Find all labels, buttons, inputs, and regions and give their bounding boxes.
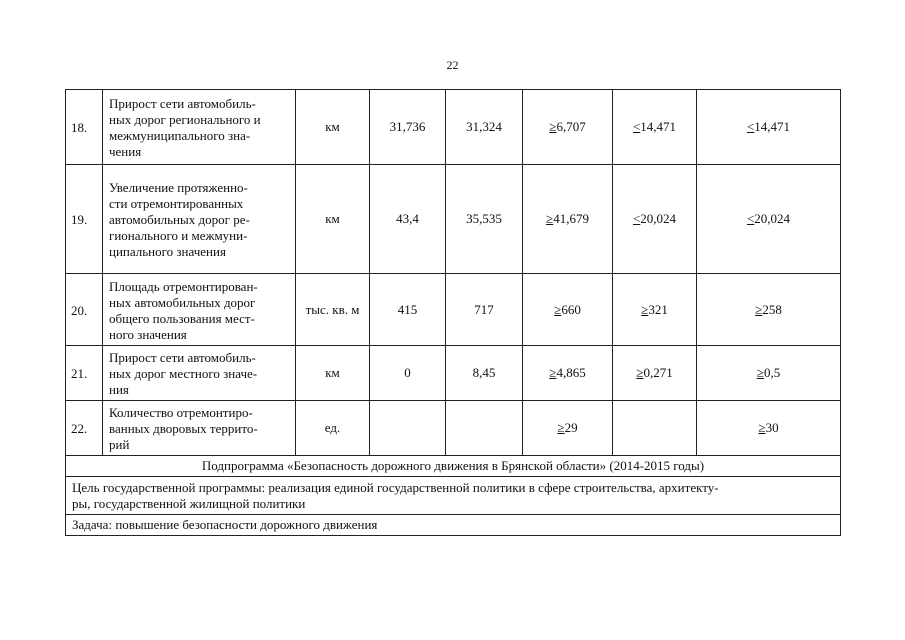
- indicator-name-line: ванных дворовых террито-: [109, 421, 258, 436]
- indicator-name-line: Прирост сети автомобиль-: [109, 96, 256, 111]
- program-task: Задача: повышение безопасности дорожного движения: [66, 515, 841, 536]
- value-text: 14,471: [640, 119, 677, 134]
- value-text: 20,024: [640, 211, 677, 226]
- comparison-sign: <: [746, 119, 755, 134]
- subprogram-row: [66, 456, 841, 477]
- value-text: 4,865: [556, 365, 586, 380]
- value-cell: [523, 165, 613, 274]
- value-text: 14,471: [754, 119, 791, 134]
- indicator-name-line: Количество отремонтиро-: [109, 405, 253, 420]
- indicator-name-line: чения: [109, 144, 142, 159]
- comparison-sign: ≥: [549, 365, 557, 380]
- row-number: 22.: [66, 401, 103, 456]
- task-row: [66, 515, 841, 536]
- value-cell: [613, 346, 697, 401]
- comparison-sign: ≥: [557, 420, 565, 435]
- indicator-name-line: общего пользования мест-: [109, 310, 255, 326]
- value-cell: [523, 274, 613, 346]
- comparison-sign: ≥: [755, 301, 763, 317]
- value-cell: 35,535: [446, 165, 523, 274]
- value-cell: [523, 346, 613, 401]
- program-goal-line: Цель государственной программы: реализация единой государственной политики в сфере строительства, архитекту-: [72, 479, 719, 495]
- value-cell: [697, 401, 841, 456]
- row-number: 19.: [66, 165, 103, 274]
- indicators-table: [65, 89, 841, 536]
- subprogram-title: Подпрограмма «Безопасность дорожного движения в Брянской области» (2014-2015 годы): [66, 456, 841, 477]
- comparison-sign: ≥: [641, 301, 649, 317]
- page-number: 22: [446, 58, 459, 72]
- indicator-name-line: сти отремонтированных: [109, 196, 244, 211]
- goal-row: [66, 477, 841, 515]
- indicator-name-line: Увеличение протяженно-: [109, 180, 248, 195]
- value-text: 6,707: [556, 119, 586, 134]
- value-text: 660: [561, 301, 581, 317]
- value-cell: [697, 90, 841, 165]
- program-goal-line: ры, государственной жилищной политики: [72, 495, 306, 511]
- value-cell: 717: [446, 274, 523, 346]
- value-cell: [697, 165, 841, 274]
- value-text: 20,024: [754, 211, 791, 226]
- program-goal: [66, 477, 841, 515]
- value-text: 41,679: [553, 211, 589, 226]
- table-row: [66, 346, 841, 401]
- comparison-sign: ≥: [636, 365, 644, 380]
- comparison-sign: ≥: [549, 119, 557, 134]
- comparison-sign: ≥: [554, 301, 562, 317]
- value-text: 258: [762, 301, 782, 317]
- value-cell: 31,324: [446, 90, 523, 165]
- value-cell: [370, 401, 446, 456]
- value-cell: 415: [370, 274, 446, 346]
- table-row: [66, 274, 841, 346]
- value-cell: 31,736: [370, 90, 446, 165]
- comparison-sign: <: [746, 211, 755, 226]
- indicator-name-line: ных дорог местного значе-: [109, 366, 258, 381]
- value-cell: [523, 90, 613, 165]
- unit-cell: ед.: [296, 401, 370, 456]
- unit-cell: км: [296, 90, 370, 165]
- indicator-name-line: рий: [109, 437, 130, 452]
- indicator-name-line: межмуниципального зна-: [109, 128, 251, 143]
- indicator-name-line: ных дорог регионального и: [109, 112, 261, 127]
- indicator-name: [103, 274, 296, 346]
- unit-cell: км: [296, 165, 370, 274]
- indicator-name-line: ния: [109, 382, 129, 397]
- indicator-name-line: автомобильных дорог ре-: [109, 212, 250, 227]
- value-cell: 8,45: [446, 346, 523, 401]
- row-number: 20.: [66, 274, 103, 346]
- value-cell: [446, 401, 523, 456]
- comparison-sign: <: [632, 211, 641, 226]
- indicator-name: [103, 401, 296, 456]
- table-row: [66, 401, 841, 456]
- value-cell: [613, 274, 697, 346]
- value-text: 29: [564, 420, 578, 435]
- value-cell: 0: [370, 346, 446, 401]
- indicator-name-line: ципального значения: [109, 244, 226, 259]
- indicator-name-line: Площадь отремонтирован-: [109, 278, 258, 294]
- value-cell: [697, 346, 841, 401]
- row-number: 18.: [66, 90, 103, 165]
- indicator-name-line: ных автомобильных дорог: [109, 294, 256, 310]
- comparison-sign: ≥: [758, 420, 766, 435]
- value-text: 0,271: [643, 365, 673, 380]
- value-cell: [697, 274, 841, 346]
- value-text: 321: [648, 301, 668, 317]
- value-cell: 43,4: [370, 165, 446, 274]
- value-cell: [613, 165, 697, 274]
- value-cell: [523, 401, 613, 456]
- indicator-name-line: ного значения: [109, 326, 187, 342]
- table-row: [66, 165, 841, 274]
- row-number: 21.: [66, 346, 103, 401]
- indicator-name: [103, 346, 296, 401]
- unit-cell: км: [296, 346, 370, 401]
- table-row: [66, 90, 841, 165]
- comparison-sign: ≥: [756, 365, 764, 380]
- value-cell: [613, 401, 697, 456]
- comparison-sign: <: [632, 119, 641, 134]
- value-text: 30: [765, 420, 779, 435]
- indicator-name: [103, 90, 296, 165]
- value-cell: [613, 90, 697, 165]
- indicator-name: [103, 165, 296, 274]
- indicator-name-line: Прирост сети автомобиль-: [109, 350, 256, 365]
- value-text: 0,5: [763, 365, 781, 380]
- indicator-name-line: гионального и межмуни-: [109, 228, 248, 243]
- comparison-sign: ≥: [546, 211, 554, 226]
- unit-cell: тыс. кв. м: [296, 274, 370, 346]
